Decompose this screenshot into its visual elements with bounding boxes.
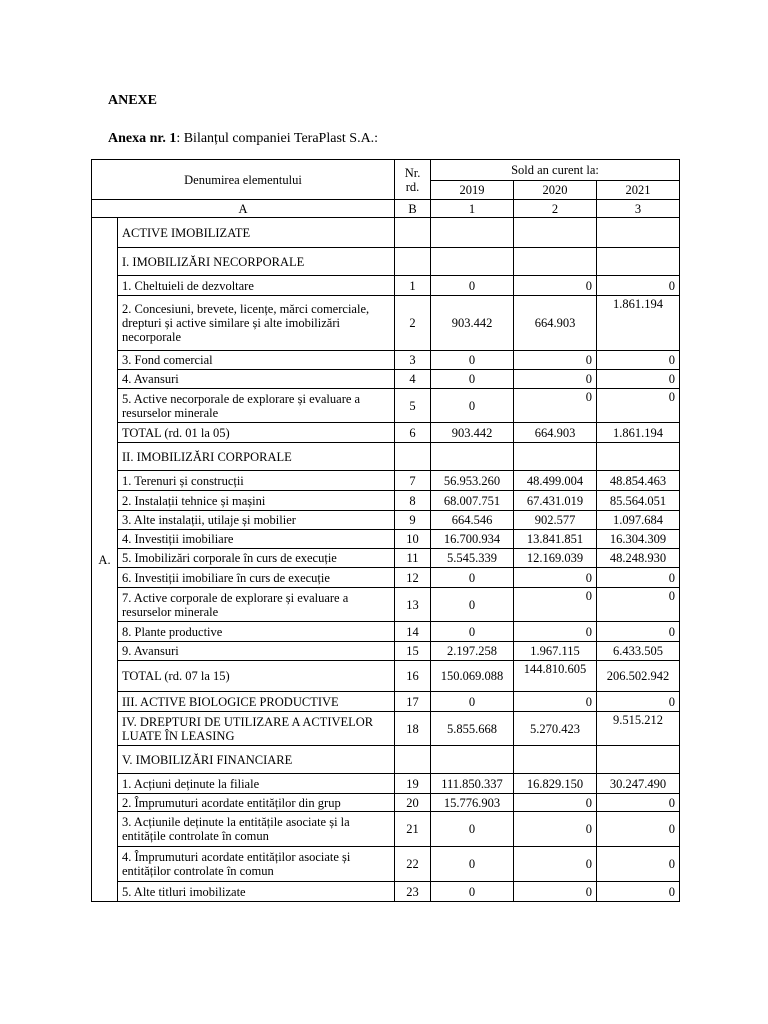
value-cell-2019: 0 bbox=[431, 812, 514, 847]
value-cell-2021 bbox=[597, 746, 680, 774]
value-cell-2020 bbox=[514, 218, 597, 248]
col-header-year-2019: 2019 bbox=[431, 181, 514, 200]
row-number: 14 bbox=[395, 622, 431, 642]
value-cell-2019: 903.442 bbox=[431, 296, 514, 351]
value-cell-2021: 0 bbox=[597, 588, 680, 622]
row-number: 18 bbox=[395, 712, 431, 746]
table-row bbox=[92, 847, 680, 882]
value-cell-2021: 85.564.051 bbox=[597, 491, 680, 511]
row-number bbox=[395, 248, 431, 276]
table-row bbox=[92, 443, 680, 471]
row-number: 17 bbox=[395, 692, 431, 712]
letter-a: A bbox=[92, 200, 395, 218]
row-number bbox=[395, 746, 431, 774]
value-cell-2020: 0 bbox=[514, 847, 597, 882]
letter-b: B bbox=[395, 200, 431, 218]
letter-3: 3 bbox=[597, 200, 680, 218]
row-number: 4 bbox=[395, 370, 431, 389]
col-header-name: Denumirea elementului bbox=[92, 160, 395, 200]
table-row bbox=[92, 774, 680, 794]
value-cell-2021: 0 bbox=[597, 568, 680, 588]
value-cell-2019: 2.197.258 bbox=[431, 642, 514, 661]
value-cell-2020: 0 bbox=[514, 351, 597, 370]
table-row bbox=[92, 248, 680, 276]
table-row bbox=[92, 296, 680, 351]
value-cell-2019: 0 bbox=[431, 276, 514, 296]
value-cell-2020: 0 bbox=[514, 882, 597, 902]
annex-heading: ANEXE bbox=[108, 93, 158, 108]
value-cell-2021: 6.433.505 bbox=[597, 642, 680, 661]
value-cell-2020: 0 bbox=[514, 370, 597, 389]
row-name: ACTIVE IMOBILIZATE bbox=[118, 218, 395, 248]
value-cell-2020: 902.577 bbox=[514, 511, 597, 530]
table-row bbox=[92, 588, 680, 622]
value-cell-2020: 5.270.423 bbox=[514, 712, 597, 746]
row-number: 6 bbox=[395, 423, 431, 443]
value-cell-2020: 13.841.851 bbox=[514, 530, 597, 549]
table-row bbox=[92, 568, 680, 588]
table-row bbox=[92, 746, 680, 774]
table-row bbox=[92, 692, 680, 712]
table-row bbox=[92, 471, 680, 491]
row-name: I. IMOBILIZĂRI NECORPORALE bbox=[118, 248, 395, 276]
row-name: 5. Active necorporale de explorare și evaluare a resurselor minerale bbox=[118, 389, 395, 423]
value-cell-2019: 56.953.260 bbox=[431, 471, 514, 491]
row-number: 3 bbox=[395, 351, 431, 370]
row-name: 1. Acțiuni deținute la filiale bbox=[118, 774, 395, 794]
row-number: 11 bbox=[395, 549, 431, 568]
row-name: II. IMOBILIZĂRI CORPORALE bbox=[118, 443, 395, 471]
value-cell-2019 bbox=[431, 248, 514, 276]
value-cell-2021: 1.097.684 bbox=[597, 511, 680, 530]
row-number: 15 bbox=[395, 642, 431, 661]
value-cell-2021: 0 bbox=[597, 389, 680, 423]
row-number: 9 bbox=[395, 511, 431, 530]
row-name: 1. Cheltuieli de dezvoltare bbox=[118, 276, 395, 296]
row-number: 2 bbox=[395, 296, 431, 351]
row-number: 13 bbox=[395, 588, 431, 622]
value-cell-2020: 0 bbox=[514, 622, 597, 642]
value-cell-2019: 15.776.903 bbox=[431, 794, 514, 812]
row-name: 2. Concesiuni, brevete, licențe, mărci comerciale, drepturi și active similare și alte imobilizări necorporale bbox=[118, 296, 395, 351]
row-number: 7 bbox=[395, 471, 431, 491]
value-cell-2021: 1.861.194 bbox=[597, 296, 680, 351]
value-cell-2019: 0 bbox=[431, 568, 514, 588]
row-name: 3. Alte instalații, utilaje și mobilier bbox=[118, 511, 395, 530]
value-cell-2019: 150.069.088 bbox=[431, 661, 514, 692]
value-cell-2020: 144.810.605 bbox=[514, 661, 597, 692]
value-cell-2019: 0 bbox=[431, 389, 514, 423]
value-cell-2019: 68.007.751 bbox=[431, 491, 514, 511]
row-number: 10 bbox=[395, 530, 431, 549]
value-cell-2021: 0 bbox=[597, 370, 680, 389]
table-row bbox=[92, 370, 680, 389]
value-cell-2020 bbox=[514, 248, 597, 276]
value-cell-2021: 48.248.930 bbox=[597, 549, 680, 568]
table-row bbox=[92, 661, 680, 692]
value-cell-2021 bbox=[597, 443, 680, 471]
col-header-year-2020: 2020 bbox=[514, 181, 597, 200]
value-cell-2021: 0 bbox=[597, 882, 680, 902]
value-cell-2019: 0 bbox=[431, 847, 514, 882]
value-cell-2019: 16.700.934 bbox=[431, 530, 514, 549]
value-cell-2021: 206.502.942 bbox=[597, 661, 680, 692]
value-cell-2021: 0 bbox=[597, 847, 680, 882]
annex-number: Anexa nr. 1 bbox=[108, 131, 177, 146]
value-cell-2019 bbox=[431, 443, 514, 471]
row-name: 3. Acțiunile deținute la entitățile asociate și la entitățile controlate în comun bbox=[118, 812, 395, 847]
value-cell-2021: 0 bbox=[597, 276, 680, 296]
value-cell-2021 bbox=[597, 248, 680, 276]
value-cell-2021: 0 bbox=[597, 692, 680, 712]
row-name: 4. Investiții imobiliare bbox=[118, 530, 395, 549]
value-cell-2020: 0 bbox=[514, 692, 597, 712]
value-cell-2021: 9.515.212 bbox=[597, 712, 680, 746]
value-cell-2021: 0 bbox=[597, 812, 680, 847]
row-number: 23 bbox=[395, 882, 431, 902]
row-name: TOTAL (rd. 01 la 05) bbox=[118, 423, 395, 443]
row-number: 12 bbox=[395, 568, 431, 588]
value-cell-2021: 0 bbox=[597, 351, 680, 370]
col-header-year-2021: 2021 bbox=[597, 181, 680, 200]
row-name: 5. Alte titluri imobilizate bbox=[118, 882, 395, 902]
value-cell-2020: 12.169.039 bbox=[514, 549, 597, 568]
row-name: 7. Active corporale de explorare și evaluare a resurselor minerale bbox=[118, 588, 395, 622]
value-cell-2019: 0 bbox=[431, 588, 514, 622]
row-name: 9. Avansuri bbox=[118, 642, 395, 661]
row-number: 16 bbox=[395, 661, 431, 692]
row-number bbox=[395, 218, 431, 248]
value-cell-2019: 903.442 bbox=[431, 423, 514, 443]
value-cell-2020: 16.829.150 bbox=[514, 774, 597, 794]
value-cell-2019: 664.546 bbox=[431, 511, 514, 530]
value-cell-2019: 0 bbox=[431, 622, 514, 642]
value-cell-2020: 664.903 bbox=[514, 423, 597, 443]
value-cell-2021: 48.854.463 bbox=[597, 471, 680, 491]
letters-row bbox=[92, 200, 680, 218]
col-header-nr: Nr. rd. bbox=[395, 160, 431, 200]
table-row bbox=[92, 530, 680, 549]
value-cell-2020: 1.967.115 bbox=[514, 642, 597, 661]
table-row bbox=[92, 812, 680, 847]
row-name: 3. Fond comercial bbox=[118, 351, 395, 370]
value-cell-2020: 0 bbox=[514, 812, 597, 847]
row-name: III. ACTIVE BIOLOGICE PRODUCTIVE bbox=[118, 692, 395, 712]
annex-description: : Bilanțul companiei TeraPlast S.A.: bbox=[176, 131, 379, 146]
value-cell-2020: 0 bbox=[514, 568, 597, 588]
table-row bbox=[92, 389, 680, 423]
table-row bbox=[92, 712, 680, 746]
row-name: 2. Instalații tehnice și mașini bbox=[118, 491, 395, 511]
value-cell-2019 bbox=[431, 746, 514, 774]
value-cell-2020: 0 bbox=[514, 794, 597, 812]
table-row bbox=[92, 423, 680, 443]
row-name: 8. Plante productive bbox=[118, 622, 395, 642]
value-cell-2020: 0 bbox=[514, 276, 597, 296]
table-row bbox=[92, 351, 680, 370]
value-cell-2020: 0 bbox=[514, 588, 597, 622]
value-cell-2019: 5.545.339 bbox=[431, 549, 514, 568]
row-number bbox=[395, 443, 431, 471]
value-cell-2019: 111.850.337 bbox=[431, 774, 514, 794]
row-number: 22 bbox=[395, 847, 431, 882]
table-row bbox=[92, 642, 680, 661]
row-name: 1. Terenuri și construcții bbox=[118, 471, 395, 491]
value-cell-2020: 67.431.019 bbox=[514, 491, 597, 511]
table-row bbox=[92, 794, 680, 812]
letter-2: 2 bbox=[514, 200, 597, 218]
value-cell-2021: 0 bbox=[597, 622, 680, 642]
value-cell-2020: 48.499.004 bbox=[514, 471, 597, 491]
value-cell-2020: 664.903 bbox=[514, 296, 597, 351]
row-name: V. IMOBILIZĂRI FINANCIARE bbox=[118, 746, 395, 774]
row-name: TOTAL (rd. 07 la 15) bbox=[118, 661, 395, 692]
value-cell-2021 bbox=[597, 218, 680, 248]
value-cell-2020: 0 bbox=[514, 389, 597, 423]
value-cell-2021: 0 bbox=[597, 794, 680, 812]
row-number: 19 bbox=[395, 774, 431, 794]
table-row bbox=[92, 549, 680, 568]
row-number: 1 bbox=[395, 276, 431, 296]
value-cell-2021: 16.304.309 bbox=[597, 530, 680, 549]
section-letter: A. bbox=[92, 218, 118, 902]
value-cell-2019: 0 bbox=[431, 351, 514, 370]
row-name: 4. Avansuri bbox=[118, 370, 395, 389]
value-cell-2019: 0 bbox=[431, 882, 514, 902]
row-name: 2. Împrumuturi acordate entităților din grup bbox=[118, 794, 395, 812]
table-row bbox=[92, 511, 680, 530]
table-row bbox=[92, 622, 680, 642]
value-cell-2019: 0 bbox=[431, 370, 514, 389]
annex-title bbox=[108, 131, 378, 147]
table-row bbox=[92, 491, 680, 511]
row-number: 21 bbox=[395, 812, 431, 847]
row-name: 5. Imobilizări corporale în curs de execuție bbox=[118, 549, 395, 568]
value-cell-2019: 0 bbox=[431, 692, 514, 712]
value-cell-2021: 30.247.490 bbox=[597, 774, 680, 794]
row-number: 5 bbox=[395, 389, 431, 423]
table-row bbox=[92, 882, 680, 902]
value-cell-2020 bbox=[514, 443, 597, 471]
row-name: IV. DREPTURI DE UTILIZARE A ACTIVELOR LUATE ÎN LEASING bbox=[118, 712, 395, 746]
row-name: 4. Împrumuturi acordate entităților asociate și entităților controlate în comun bbox=[118, 847, 395, 882]
row-name: 6. Investiții imobiliare în curs de execuție bbox=[118, 568, 395, 588]
letter-1: 1 bbox=[431, 200, 514, 218]
value-cell-2021: 1.861.194 bbox=[597, 423, 680, 443]
table-row bbox=[92, 218, 680, 248]
row-number: 20 bbox=[395, 794, 431, 812]
value-cell-2019 bbox=[431, 218, 514, 248]
value-cell-2019: 5.855.668 bbox=[431, 712, 514, 746]
row-number: 8 bbox=[395, 491, 431, 511]
balance-sheet-table bbox=[91, 159, 680, 902]
table-row bbox=[92, 276, 680, 296]
col-header-sold: Sold an curent la: bbox=[431, 160, 680, 181]
value-cell-2020 bbox=[514, 746, 597, 774]
header-row-1 bbox=[92, 160, 680, 181]
